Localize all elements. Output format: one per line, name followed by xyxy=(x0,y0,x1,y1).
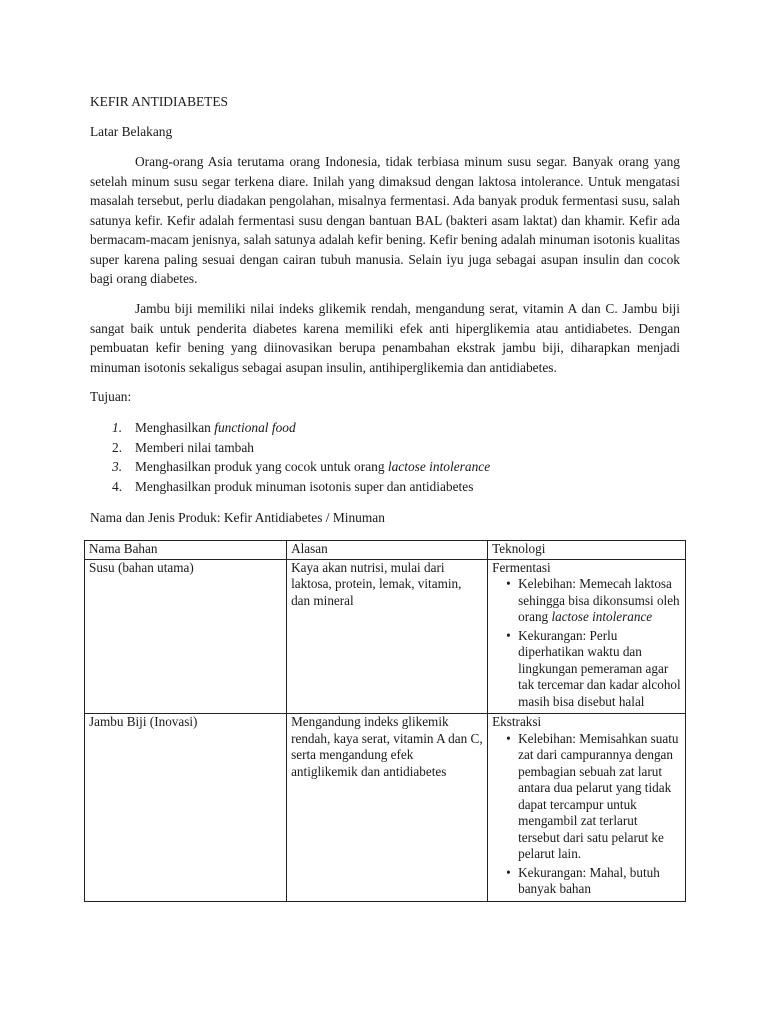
ingredients-table xyxy=(84,540,686,902)
column-header: Teknologi xyxy=(488,541,686,560)
goal-item xyxy=(112,457,672,477)
paragraph-2: Jambu biji memiliki nilai indeks glikemik rendah, mengandung serat, vitamin A dan C. Jambu biji sangat baik untuk penderita diabetes karena memiliki efek anti hiperglikemia atau antidiabetes. Dengan pembuatan kefir bening yang diinovasikan berupa penambahan ekstrak jambu biji, diharapkan menjadi minuman isotonis sekaligus sebagai asupan insulin, antihiperglikemia dan antidiabetes. xyxy=(90,301,680,375)
goal-item xyxy=(112,438,672,458)
technology-name: Ekstraksi xyxy=(492,714,542,729)
technology-points xyxy=(492,576,681,710)
advantage-text: Kelebihan: Memisahkan suatu zat dari campurannya dengan pembagian sebuah zat larut antara dua pelarut yang tidak dapat tercampur untuk mengambil zat terlarut tersebut dari satu pelarut ke pelarut lain. xyxy=(518,730,679,861)
disadvantage-text: Kekurangan: Mahal, butuh banyak bahan xyxy=(518,864,660,896)
document-title: KEFIR ANTIDIABETES xyxy=(90,94,228,109)
ingredient-name: Susu (bahan utama) xyxy=(85,559,287,714)
goal-italic-text: functional food xyxy=(214,420,296,435)
ingredient-name: Jambu Biji (Inovasi) xyxy=(85,714,287,902)
paragraph-1: Orang-orang Asia terutama orang Indonesia, tidak terbiasa minum susu segar. Banyak orang yang setelah minum susu segar terkena diare. Inilah yang dimaksud dengan laktosa intolerance. Untuk mengatasi masalah tersebut, perlu diadakan pengolahan, misalnya fermentasi. Ada banyak produk fermentasi susu, salah satunya kefir. Kefir adalah fermentasi susu dengan bantuan BAL (bakteri asam laktat) dan khamir. Kefir ada bermacam-macam jenisnya, salah satunya adalah kefir bening. Kefir bening adalah minuman isotonis kualitas super karena paling sesuai dengan cairan tubuh manusia. Selain iyu juga sebagai asupan insulin dan cocok bagi orang diabetes. xyxy=(90,154,680,286)
goal-item xyxy=(112,477,672,497)
advantage-italic-text: lactose intolerance xyxy=(551,609,653,624)
advantage-text: Kelebihan: Memecah laktosa sehingga bisa dikonsumsi oleh orang xyxy=(518,576,680,624)
table-row xyxy=(85,559,686,714)
column-header: Alasan xyxy=(287,541,488,560)
disadvantage-item xyxy=(506,865,681,898)
goal-number: 1. xyxy=(112,420,123,435)
background-heading: Latar Belakang xyxy=(90,124,173,139)
goal-text: Menghasilkan produk minuman isotonis super dan antidiabetes xyxy=(135,478,474,494)
technology-points xyxy=(492,731,681,898)
disadvantage-text: Kekurangan: Perlu diperhatikan waktu dan lingkungan pemeraman agar tak tercemar dan kadar alcohol masih bisa disebut halal xyxy=(518,627,681,709)
goals-heading: Tujuan: xyxy=(90,389,132,404)
advantage-item xyxy=(506,576,681,626)
goals-list xyxy=(112,418,672,496)
technology-cell xyxy=(488,559,686,714)
table-row xyxy=(85,714,686,902)
disadvantage-item xyxy=(506,628,681,711)
goal-number: 3. xyxy=(112,459,123,474)
technology-cell xyxy=(488,714,686,902)
goal-number: 4. xyxy=(112,478,123,494)
advantage-item xyxy=(506,731,681,863)
goal-italic-text: lactose intolerance xyxy=(387,459,491,474)
ingredient-reason: Mengandung indeks glikemik rendah, kaya serat, vitamin A dan C, serta mengandung efek antiglikemik dan antidiabetes xyxy=(287,714,488,902)
goal-text: Menghasilkan produk yang cocok untuk orang xyxy=(135,459,388,474)
goal-number: 2. xyxy=(112,439,123,455)
goal-text: Memberi nilai tambah xyxy=(135,439,254,455)
technology-name: Fermentasi xyxy=(492,559,551,575)
column-header: Nama Bahan xyxy=(85,541,287,560)
goal-text: Menghasilkan xyxy=(135,420,215,435)
table-header-row xyxy=(85,541,686,560)
product-line: Nama dan Jenis Produk: Kefir Antidiabetes / Minuman xyxy=(90,510,385,525)
goal-item xyxy=(112,418,672,438)
ingredient-reason: Kaya akan nutrisi, mulai dari laktosa, protein, lemak, vitamin, dan mineral xyxy=(287,559,488,714)
